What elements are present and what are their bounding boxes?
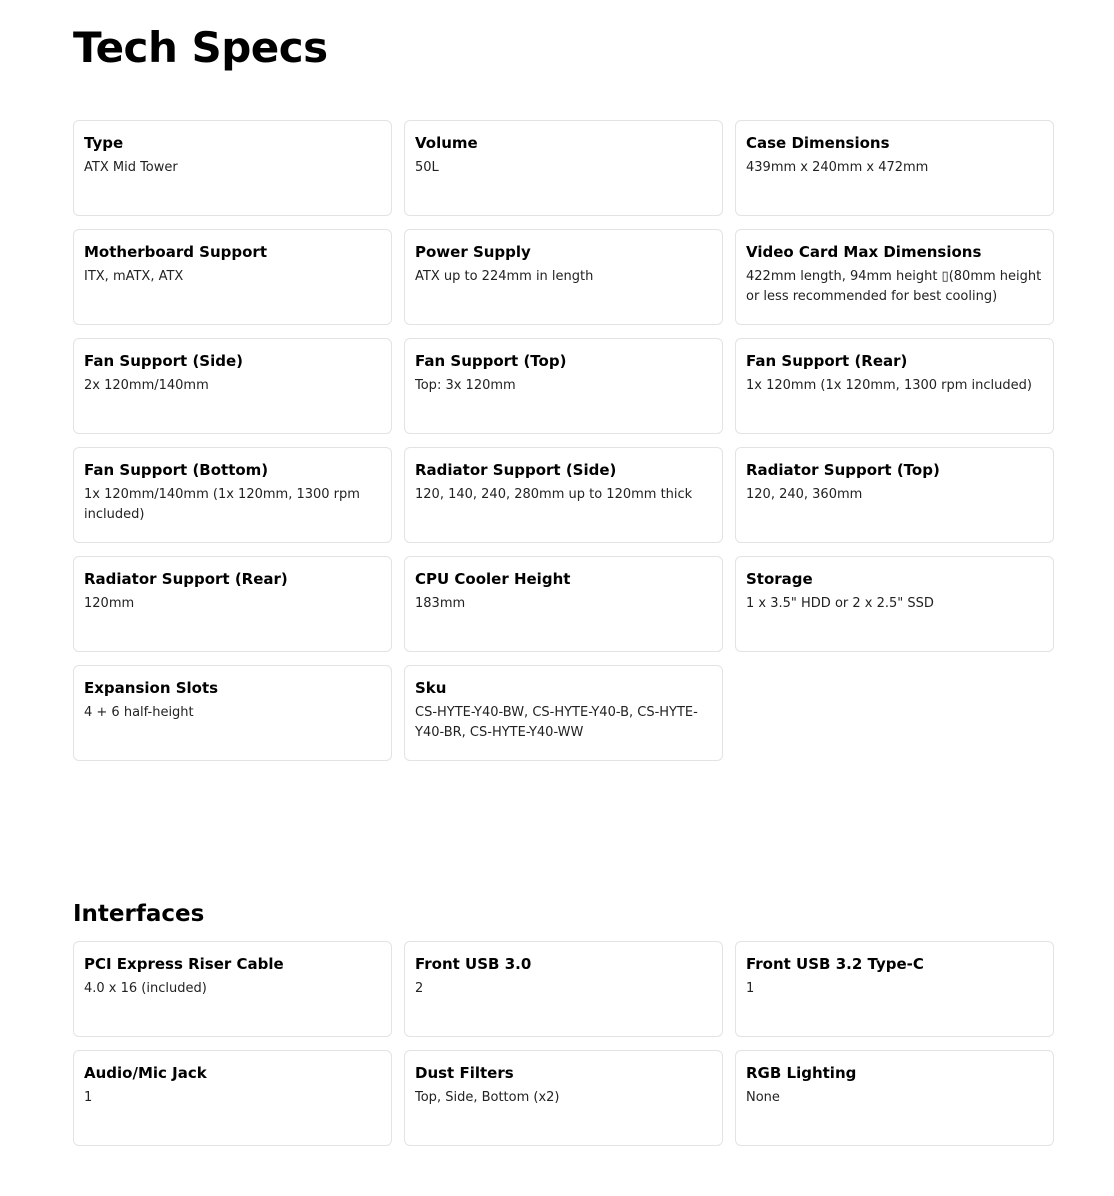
spec-label: Radiator Support (Rear) xyxy=(84,570,288,588)
interface-card-dust-filters xyxy=(404,1050,723,1146)
spec-label: Expansion Slots xyxy=(84,679,219,697)
spec-card-radiator-support-side xyxy=(404,447,723,543)
specs-grid xyxy=(73,120,1054,761)
interface-label: Audio/Mic Jack xyxy=(84,1064,207,1082)
interface-card-pci-express-riser-cable xyxy=(73,941,392,1037)
spec-label: Sku xyxy=(415,679,447,697)
spec-value: 2x 120mm/140mm xyxy=(84,378,209,393)
interface-card-audio-mic-jack xyxy=(73,1050,392,1146)
interface-value: 1 xyxy=(746,981,755,996)
spec-label: Radiator Support (Side) xyxy=(415,461,617,479)
spec-label: Fan Support (Top) xyxy=(415,352,567,370)
spec-value: 183mm xyxy=(415,596,466,611)
spec-value: 1x 120mm (1x 120mm, 1300 rpm included) xyxy=(746,378,1032,393)
interface-label: Front USB 3.0 xyxy=(415,955,532,973)
spec-card-fan-support-rear xyxy=(735,338,1054,434)
spec-value: 120, 140, 240, 280mm up to 120mm thick xyxy=(415,487,693,502)
spec-label: Fan Support (Bottom) xyxy=(84,461,269,479)
spec-value: ATX Mid Tower xyxy=(84,160,178,175)
spec-card-fan-support-side xyxy=(73,338,392,434)
spec-label: Video Card Max Dimensions xyxy=(746,243,982,261)
spec-card-motherboard-support xyxy=(73,229,392,325)
spec-label: Motherboard Support xyxy=(84,243,268,261)
spec-label: Storage xyxy=(746,570,813,588)
spec-value: 422mm length, 94mm height ▯(80mm height or less recommended for best cooling) xyxy=(746,269,1042,304)
spec-label: Volume xyxy=(415,134,478,152)
spec-card-expansion-slots xyxy=(73,665,392,761)
spec-value: ATX up to 224mm in length xyxy=(415,269,594,284)
interfaces-title: Interfaces xyxy=(73,901,205,927)
interface-label: RGB Lighting xyxy=(746,1064,857,1082)
spec-label: Case Dimensions xyxy=(746,134,890,152)
spec-label: CPU Cooler Height xyxy=(415,570,571,588)
interface-card-rgb-lighting xyxy=(735,1050,1054,1146)
spec-card-volume xyxy=(404,120,723,216)
interface-value: 2 xyxy=(415,981,424,996)
interface-card-front-usb-3-0 xyxy=(404,941,723,1037)
page-title: Tech Specs xyxy=(73,23,328,72)
spec-card-video-card-max-dimensions xyxy=(735,229,1054,325)
spec-card-radiator-support-top xyxy=(735,447,1054,543)
spec-card-sku xyxy=(404,665,723,761)
spec-value: 120mm xyxy=(84,596,135,611)
spec-value: 50L xyxy=(415,160,439,175)
interface-label: Dust Filters xyxy=(415,1064,514,1082)
spec-value: 1 x 3.5" HDD or 2 x 2.5" SSD xyxy=(746,596,934,611)
interface-value: None xyxy=(746,1090,780,1105)
interface-value: 1 xyxy=(84,1090,93,1105)
spec-value: 120, 240, 360mm xyxy=(746,487,863,502)
spec-value: 1x 120mm/140mm (1x 120mm, 1300 rpm included) xyxy=(84,487,360,522)
spec-value: 4 + 6 half-height xyxy=(84,705,194,720)
spec-label: Power Supply xyxy=(415,243,531,261)
spec-label: Fan Support (Side) xyxy=(84,352,244,370)
interface-label: PCI Express Riser Cable xyxy=(84,955,284,973)
spec-value: ITX, mATX, ATX xyxy=(84,269,184,284)
interface-card-front-usb-3-2-type-c xyxy=(735,941,1054,1037)
spec-card-power-supply xyxy=(404,229,723,325)
interfaces-grid xyxy=(73,941,1054,1146)
spec-card-fan-support-bottom xyxy=(73,447,392,543)
spec-value: 439mm x 240mm x 472mm xyxy=(746,160,929,175)
spec-card-fan-support-top xyxy=(404,338,723,434)
spec-value: Top: 3x 120mm xyxy=(415,378,516,393)
interface-label: Front USB 3.2 Type-C xyxy=(746,955,924,973)
spec-card-case-dimensions xyxy=(735,120,1054,216)
interface-value: 4.0 x 16 (included) xyxy=(84,981,207,996)
spec-label: Fan Support (Rear) xyxy=(746,352,908,370)
spec-card-storage xyxy=(735,556,1054,652)
spec-label: Radiator Support (Top) xyxy=(746,461,940,479)
spec-card-type xyxy=(73,120,392,216)
spec-value: CS-HYTE-Y40-BW, CS-HYTE-Y40-B, CS-HYTE-Y40-BR, CS-HYTE-Y40-WW xyxy=(415,705,698,740)
interface-value: Top, Side, Bottom (x2) xyxy=(415,1090,560,1105)
spec-label: Type xyxy=(84,134,124,152)
spec-card-radiator-support-rear xyxy=(73,556,392,652)
spec-card-cpu-cooler-height xyxy=(404,556,723,652)
